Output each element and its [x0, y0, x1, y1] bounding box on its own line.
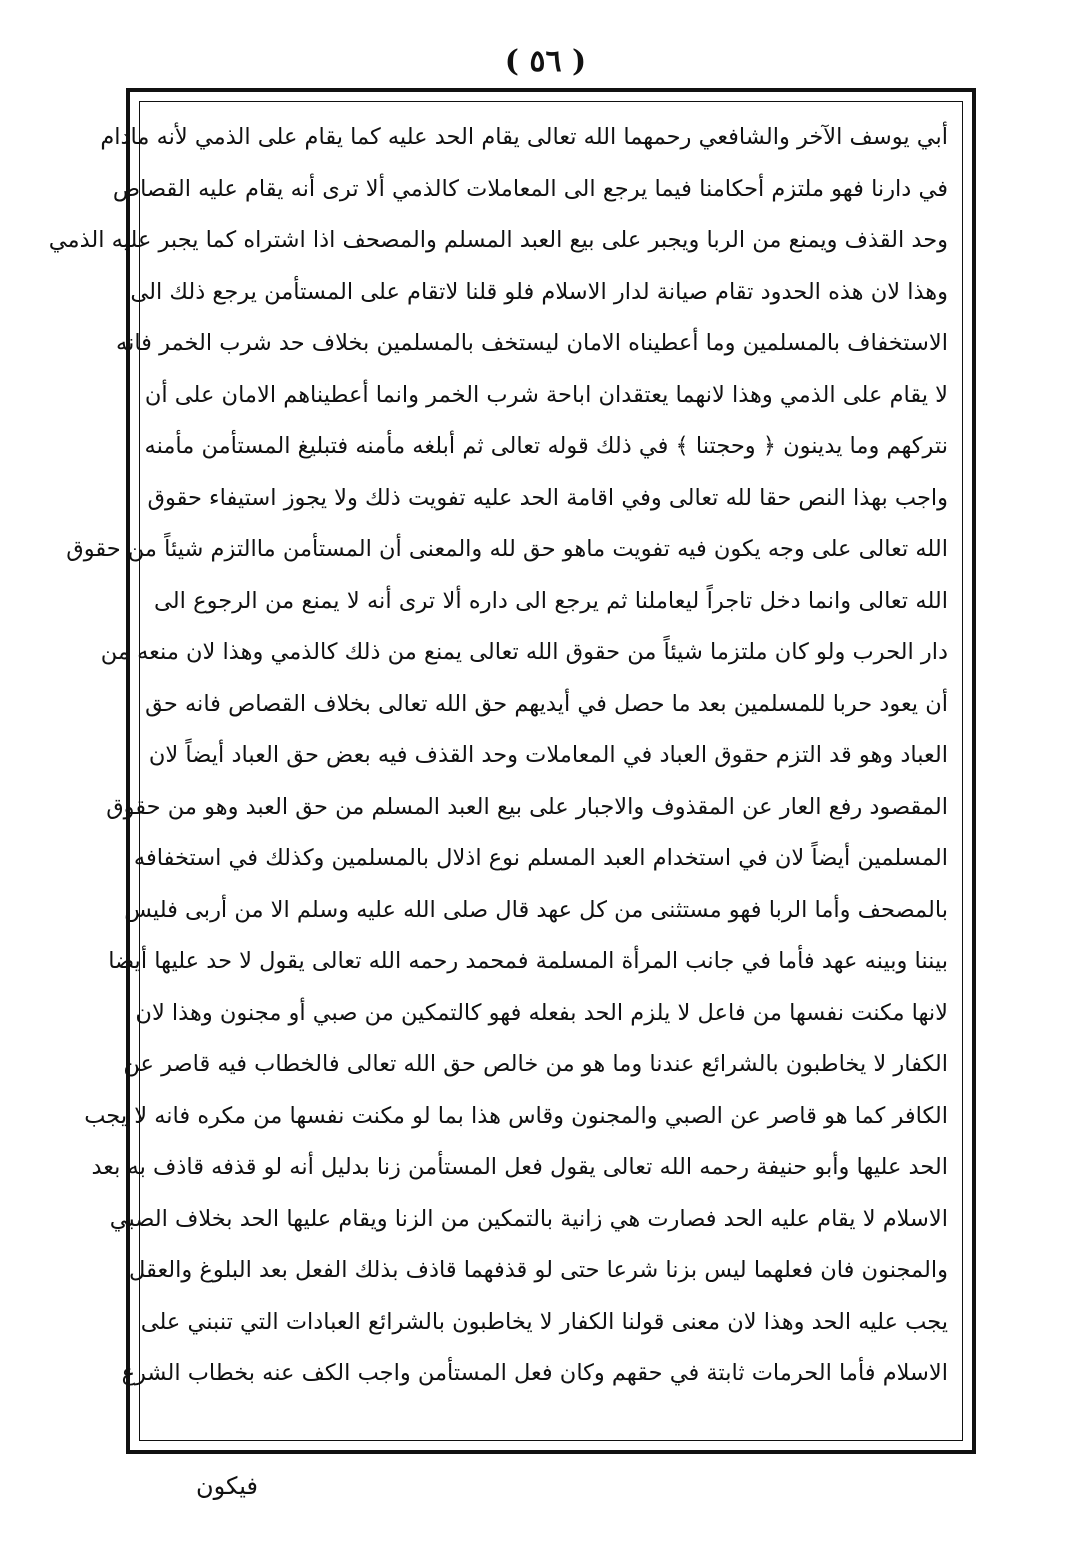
- text-line: لا يقام على الذمي وهذا لانهما يعتقدان اباحة شرب الخمر وانما أعطيناهم الامان على أن: [144, 381, 948, 408]
- text-line: أبي يوسف الآخر والشافعي رحمهما الله تعالى يقام الحد عليه كما يقام على الذمي لأنه مادام: [100, 124, 948, 150]
- text-line: وحد القذف ويمنع من الربا ويجبر على بيع العبد المسلم والمصحف اذا اشتراه كما يجبر عليه الذمي: [48, 227, 948, 253]
- text-line: العباد وهو قد التزم حقوق العباد في المعاملات وحد القذف فيه بعض حق العباد أيضاً لان: [148, 742, 948, 768]
- text-line: الاستخفاف بالمسلمين وما أعطيناه الامان ليستخف بالمسلمين بخلاف حد شرب الخمر فانه: [116, 330, 948, 356]
- text-line: أن يعود حربا للمسلمين بعد ما حصل في أيديهم حق الله تعالى بخلاف القصاص فانه حق: [145, 690, 948, 717]
- text-line: وهذا لان هذه الحدود تقام صيانة لدار الاسلام فلو قلنا لاتقام على المستأمن يرجع ذلك الى: [130, 278, 948, 305]
- text-line: الله تعالى على وجه يكون فيه تفويت ماهو حق لله والمعنى أن المستأمن ماالتزم شيئاً من حقوق: [66, 536, 948, 562]
- text-line: الاسلام فأما الحرمات ثابتة في حقهم وكان فعل المستأمن واجب الكف عنه بخطاب الشرع: [121, 1360, 948, 1386]
- text-line: والمجنون فان فعلهما ليس بزنا شرعا حتى لو قذفهما قاذف بذلك الفعل بعد البلوغ والعقل: [129, 1257, 948, 1283]
- text-line: المسلمين أيضاً لان في استخدام العبد المسلم نوع اذلال بالمسلمين وكذلك في استخفافه: [133, 845, 948, 871]
- text-line: الحد عليها وأبو حنيفة رحمه الله تعالى يقول فعل المستأمن زنا بدليل أنه لو قذفه قاذف به بعد: [91, 1154, 948, 1180]
- text-line: لانها مكنت نفسها من فاعل لا يلزم الحد بفعله فهو كالتمكين من صبي أو مجنون وهذا لان: [135, 999, 948, 1026]
- text-line: الكافر كما هو قاصر عن الصبي والمجنون وقاس هذا بما لو مكنت نفسها من مكره فانه لا يجب: [84, 1102, 948, 1129]
- text-line: المقصود رفع العار عن المقذوف والاجبار على بيع العبد المسلم من حق العبد وهو من حقوق: [106, 793, 948, 820]
- text-frame-inner-border: [48, 101, 963, 1441]
- catchword: فيكون: [196, 1472, 258, 1500]
- text-frame: [48, 88, 976, 1454]
- text-line: يجب عليه الحد وهذا لان معنى قولنا الكفار لا يخاطبون بالشرائع العبادات التي تنبني على: [140, 1308, 948, 1335]
- text-line: بالمصحف وأما الربا فهو مستثنى من كل عهد قال صلى الله عليه وسلم الا من أربى فليس: [124, 896, 948, 923]
- text-line: في دارنا فهو ملتزم أحكامنا فيما يرجع الى المعاملات كالذمي ألا ترى أنه يقام عليه القصاص: [112, 175, 948, 202]
- text-line: دار الحرب ولو كان ملتزما شيئاً من حقوق الله تعالى يمنع من ذلك كالذمي وهذا لان منعه من: [100, 639, 948, 665]
- body-text: [48, 112, 948, 1430]
- page-number: ( ٥٦ ): [504, 44, 587, 79]
- text-line: الاسلام لا يقام عليه الحد فصارت هي زانية بالتمكين من الزنا ويقام عليها الحد بخلاف الصبي: [109, 1205, 948, 1232]
- text-line: الله تعالى وانما دخل تاجراً ليعاملنا ثم يرجع الى داره ألا ترى أنه لا يمنع من الرجوع الى: [154, 587, 948, 614]
- text-line: الكفار لا يخاطبون بالشرائع عندنا وما هو من خالص حق الله تعالى فالخطاب فيه قاصر عن: [123, 1051, 948, 1077]
- text-line: واجب بهذا النص حقا لله تعالى وفي اقامة الحد عليه تفويت ذلك ولا يجوز استيفاء حقوق: [147, 484, 948, 511]
- text-line: نتركهم وما يدينون ﴿ وحجتنا ﴾ في ذلك قوله تعالى ثم أبلغه مأمنه فتبليغ المستأمن مأمنه: [144, 433, 948, 459]
- text-line: بيننا وبينه عهد فأما في جانب المرأة المسلمة فمحمد رحمه الله تعالى يقول لا حد عليها أيضا: [108, 948, 948, 974]
